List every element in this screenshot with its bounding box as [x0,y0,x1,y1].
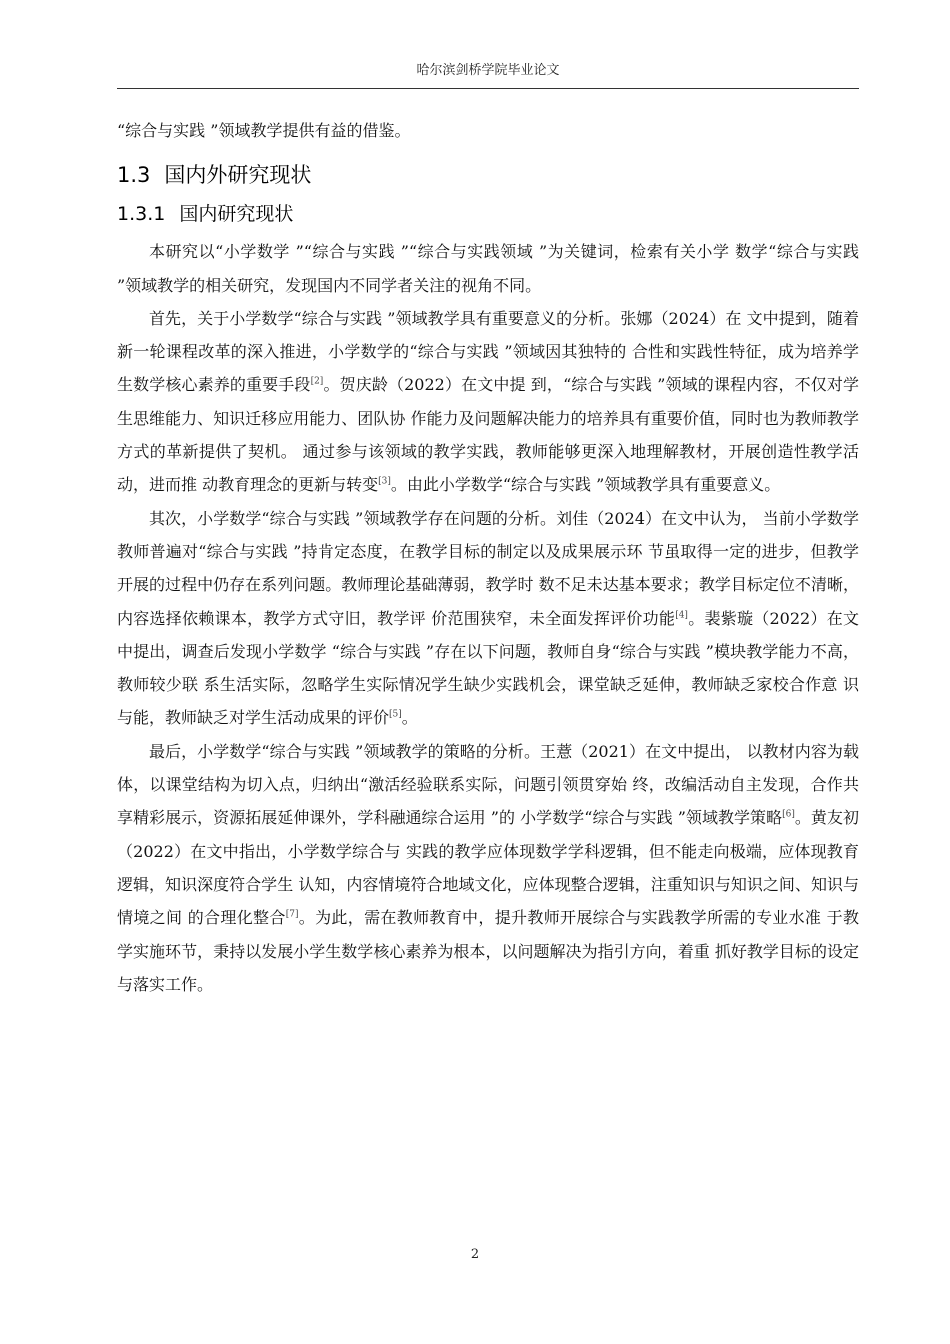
citation-4: [4] [675,610,688,621]
paragraph-3 [117,502,859,735]
running-header: 哈尔滨剑桥学院毕业论文 [416,63,560,78]
subsection-title: 国内研究现状 [179,203,294,226]
paragraph-4 [117,735,859,1001]
paragraph-text: 。贺庆龄（2022）在文中提 到，“综合与实践 ”领域的课程内容，不仅对学生思维能力、知识迁移应用能力、团队协 作能力及问题解决能力的培养具有重要价值，同时也为教师教学方式的革新提供了契机。 通过参与该领域的教学实践，教师能够更深入地理解教材，开展创造性教学活动，进而推 动教育理念的更新与转变 [117,375,859,495]
citation-2: [2] [310,377,324,388]
paragraph-2 [117,302,859,502]
paragraph-text: 。 [401,708,418,728]
header-rule [117,88,859,89]
subsection-number: 1.3.1 [117,203,166,226]
section-number: 1.3 [117,163,151,188]
citation-7: [7] [285,909,299,920]
citation-6: [6] [782,810,795,821]
section-title: 国内外研究现状 [164,163,312,188]
citation-5: [5] [389,710,402,721]
paragraph-1: 本研究以“小学数学 ”“综合与实践 ”“综合与实践领域 ”为关键词，检索有关小学 数学“综合与实践 ”领域教学的相关研究，发现国内不同学者关注的视角不同。 [117,242,859,295]
paragraph-text: 。由此小学数学“综合与实践 ”领域教学具有重要意义。 [390,475,781,495]
paragraph-text: 最后，小学数学“综合与实践 ”领域教学的策略的分析。王薏（2021）在文中提出， 以教材内容为载体，以课堂结构为切入点，归纳出“激活经验联系实际，问题引领贯穿始 终，改编活动自主发现，合作共享精彩展示，资源拓展延伸课外，学科融通综合运用 ”的 小学数学“综合与实践 ”领域教学策略 [117,741,859,828]
subsection-heading [117,199,859,229]
section-heading [117,159,859,191]
page-body [117,114,859,1001]
citation-3: [3] [378,477,391,488]
paragraph-text: 其次，小学数学“综合与实践 ”领域教学存在问题的分析。刘佳（2024）在文中认为， 当前小学数学教师普遍对“综合与实践 ”持肯定态度，在教学目标的制定以及成果展示环 节虽取得一定的进步，但教学开展的过程中仍存在系列问题。教师理论基础薄弱，教学时 数不足未达基本要求；教学目标定位不清晰，内容选择依赖课本，教学方式守旧，教学评 价范围狭窄，未全面发挥评价功能 [117,508,859,628]
paragraph-text: 。黄友初（2022）在文中指出，小学数学综合与 实践的教学应体现数学学科逻辑，但不能走向极端，应体现教育逻辑，知识深度符合学生 认知，内容情境符合地域文化，应体现整合逻辑，注重知识与知识之间、知识与情境之间 的合理化整合 [117,808,859,928]
page-number: 2 [470,1247,480,1262]
paragraph-text: 。裴紫璇（2022）在文中提出，调查后发现小学数学 “综合与实践 ”存在以下问题，教师自身“综合与实践 ”模块教学能力不高，教师较少联 系生活实际，忽略学生实际情况学生缺少实践机会，课堂缺乏延伸，教师缺乏家校合作意 识与能，教师缺乏对学生活动成果的评价 [117,608,859,728]
intro-line: “综合与实践 ”领域教学提供有益的借鉴。 [117,121,411,140]
paragraph-text: 首先，关于小学数学“综合与实践 ”领域教学具有重要意义的分析。张娜（2024）在 文中提到，随着新一轮课程改革的深入推进，小学数学的“综合与实践 ”领域因其独特的 合性和实践性特征，成为培养学生数学核心素养的重要手段 [117,308,859,395]
paragraph-text: 。为此，需在教师教育中，提升教师开展综合与实践教学所需的专业水准 于教学实施环节，秉持以发展小学生数学核心素养为根本，以问题解决为指引方向，着重 抓好教学目标的设定与落实工作。 [117,908,860,994]
